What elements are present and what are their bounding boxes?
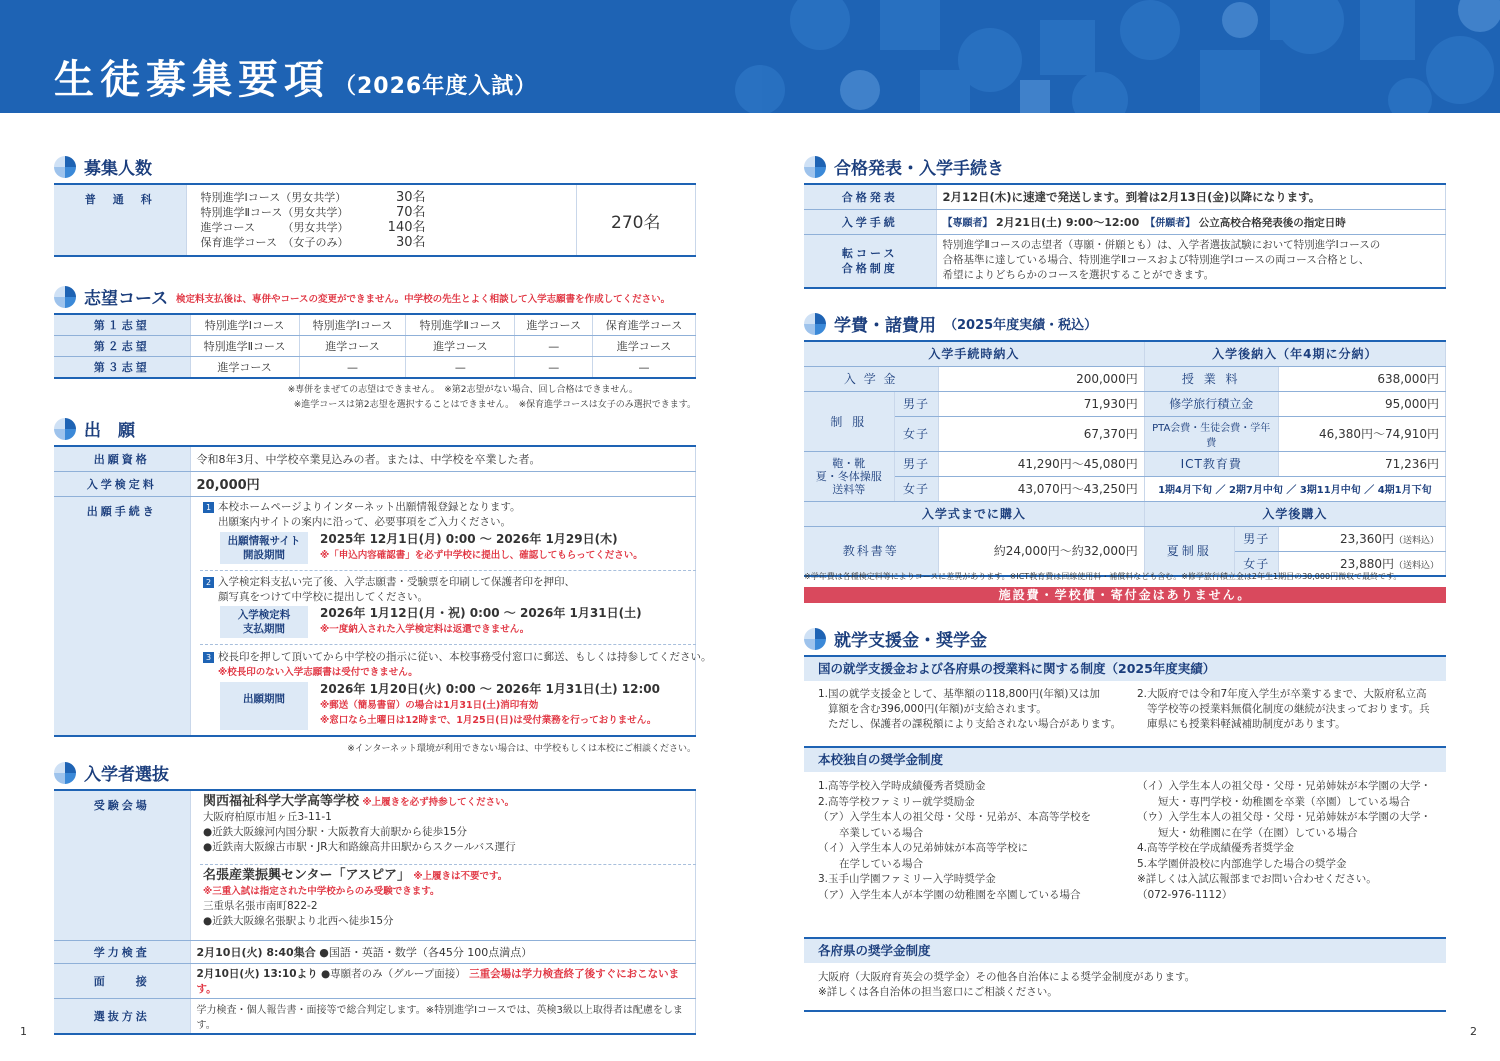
scholarship-list-left [818, 779, 1091, 903]
fee-label: 教科書等 [804, 526, 938, 576]
fee-amount: 23,880円 [1339, 556, 1394, 571]
fee-label: 授 業 料 [1144, 366, 1278, 391]
period-date: 2026年 1月20日(火) 0:00 ～ 2026年 1月31日(土) 12:00 [320, 682, 660, 696]
step-number: 1 [203, 502, 214, 513]
interview-note: 三重会場は学力検査終了後すぐにおこないます。 [196, 967, 680, 995]
label-line: 鞄・靴 [832, 456, 866, 470]
venue-note: ※上履きは不要です。 [413, 871, 508, 882]
venue-name: 名張産業振興センター「アスピア」 [203, 868, 410, 883]
cell: — [593, 357, 696, 379]
pie-icon [54, 156, 76, 178]
box-title: 本校独自の奨学金制度 [804, 746, 1446, 772]
selection-method: 学力検査・個人報告書・面接等で総合判定します。※特別進学Ⅰコースでは、英検3級以上取得者は配慮をします。 [190, 998, 696, 1034]
pie-icon [804, 628, 826, 650]
course-name: 特別進学Ⅱコース（男女共学） [200, 206, 349, 219]
step-text: 顔写真をつけて中学校に提出してください。 [218, 591, 428, 603]
list-line: （ウ）入学生本人の祖父母・父母・兄弟姉妹が本学園の大学・ [1137, 811, 1431, 823]
period-note: ※窓口なら土曜日は12時まで、1月25日(日)は受付業務を行っておりません。 [320, 715, 657, 726]
venue-access: ●近鉄大阪線名張駅より北西へ徒歩15分 [203, 915, 394, 927]
venue-access: ●近鉄大阪線河内国分駅・大阪教育大前駅から徒歩15分 [203, 826, 468, 838]
cell: — [299, 357, 406, 379]
cell: 特別進学Ⅰコース [299, 314, 406, 336]
step-3 [203, 650, 712, 680]
fee-value: 200,000円 [938, 366, 1144, 391]
cell: — [515, 336, 593, 357]
list-line: 4.高等学校在学成績優秀者奨学金 [1137, 842, 1295, 854]
page-header [0, 0, 1500, 113]
cell: 特別進学Ⅱコース [406, 314, 515, 336]
title-text: 生徒募集要項 [54, 57, 330, 103]
fee-label: 入 学 金 [804, 366, 938, 391]
gender-label: 女子 [1234, 551, 1278, 576]
divider [200, 644, 696, 645]
step-text: 入学検定料支払い完了後、入学志願書・受験票を印刷して保護者印を押印、 [218, 576, 575, 588]
scholarship-list-right [1137, 779, 1431, 903]
list-line: 在学している場合 [818, 857, 923, 870]
label-line: 合格制度 [841, 261, 898, 275]
cell: 特別進学Ⅱコース [190, 336, 299, 357]
venue-note: ※上履きを必ず持参してください。 [362, 797, 515, 808]
section-heading: 志望コース [84, 289, 169, 309]
fee-suffix: （送料込） [1393, 560, 1439, 571]
title-subtitle: （2026年度入試） [334, 74, 538, 99]
step-warning: ※校長印のない入学志願書は受付できません。 [218, 667, 418, 678]
support-item-1 [818, 687, 1121, 732]
list-line: 5.本学園併設校に内部進学した場合の奨学金 [1137, 857, 1347, 870]
gokaku-table [804, 183, 1446, 289]
cell: 進学コース [515, 314, 593, 336]
cell: 特別進学Ⅰコース [190, 314, 299, 336]
fee-value: 71,236円 [1278, 451, 1445, 476]
interview-detail: ●専願者のみ（グループ面接） [320, 967, 466, 980]
col-header: 入学後購入 [1144, 501, 1445, 526]
row-label: 入学検定料 [54, 471, 190, 496]
fee-value: 67,370円 [938, 416, 1144, 451]
page-title [54, 48, 537, 105]
course-count: 140名 [387, 220, 426, 235]
label-line: 夏・冬体操服 [815, 469, 882, 483]
text-line: 算額を含む396,000円(年額)が支給されます。 [828, 703, 1047, 715]
list-line: 短大・幼稚園に在学（在園）している場合 [1137, 826, 1358, 839]
gender-label: 女子 [894, 476, 938, 501]
period-label [220, 682, 308, 730]
page-number-right: 2 [1470, 1025, 1477, 1038]
exam-date: 2月10日(火) 8:40集合 [196, 945, 316, 959]
gender-label: 女子 [894, 416, 938, 451]
list-line: （072-976-1112） [1137, 888, 1233, 901]
course-count: 30名 [395, 190, 426, 205]
col-header: 入学手続時納入 [804, 341, 1144, 366]
tenko-line: 特別進学Ⅱコースの志望者（専願・併願とも）は、入学者選抜試験において特別進学Ⅰコースの [942, 239, 1381, 252]
shikaku-text: 令和8年3月、中学校卒業見込みの者。または、中学校を卒業した者。 [190, 446, 696, 471]
period-date: 2026年 1月12日(月・祝) 0:00 ～ 2026年 1月31日(土) [320, 606, 642, 620]
shibo-warning: 検定料支払後は、専併やコースの変更ができません。中学校の先生とよく相談して入学志願書を作成してください。 [176, 294, 671, 305]
fee-value: 46,380円～74,910円 [1278, 416, 1445, 451]
text-line: 2.大阪府では令和7年度入学生が卒業するまで、大阪府私立高 [1137, 688, 1427, 700]
row-label: 第１志望 [54, 314, 190, 336]
text-line: 1.国の就学支援金として、基準額の118,800円(年額)又は加 [818, 688, 1100, 700]
venue-access: ●近鉄南大阪線古市駅・JR大和路線高井田駅からスクールバス運行 [203, 841, 516, 853]
list-line: （イ）入学生本人の兄弟姉妹が本高等学校に [818, 842, 1028, 854]
period-date: 2025年 12月1日(月) 0:00 ～ 2026年 1月29日(木) [320, 532, 618, 546]
fee-label: ICT教育費 [1144, 451, 1278, 476]
row-label: 第２志望 [54, 336, 190, 357]
row-label: 第３志望 [54, 357, 190, 379]
section-heading: 出 願 [84, 421, 135, 441]
text-line: ※詳しくは各自治体の担当窓口にご相談ください。 [818, 986, 1058, 998]
divider [200, 864, 696, 865]
section-shibo [54, 284, 168, 309]
list-line: 卒業している場合 [818, 826, 923, 839]
shutsugan-footnote: ※インターネット環境が利用できない場合は、中学校もしくは本校にご相談ください。 [347, 744, 696, 754]
fee-value: 約24,000円～約32,000円 [938, 526, 1144, 576]
section-boshu [54, 154, 152, 179]
row-label [804, 234, 936, 288]
section-gokaku [804, 154, 1004, 179]
shibo-note: ※専併をまぜての志望はできません。 ※第2志望がない場合、回し合格はできません。 [287, 385, 638, 395]
prefecture-scholarship-text [818, 970, 1195, 1000]
shibo-table [54, 313, 696, 379]
gender-label: 男子 [894, 391, 938, 416]
pie-icon [804, 313, 826, 335]
row-label: 合格発表 [804, 184, 936, 209]
venue-note: ※三重入試は指定された中学校からのみ受験できます。 [203, 886, 440, 897]
step-text: 出願案内サイトの案内に沿って、必要事項をご入力ください。 [218, 516, 512, 528]
list-line: 3.玉手山学園ファミリー入学時奨学金 [818, 873, 996, 885]
course-name: 進学コース （男女共学） [200, 221, 349, 234]
field-label: 普 通 科 [54, 184, 186, 256]
venue-address: 大阪府柏原市旭ヶ丘3-11-1 [203, 811, 332, 823]
venue-2 [203, 868, 507, 929]
tetsuzuki-tag: 【併願者】 [1150, 217, 1196, 229]
row-label: 出願資格 [54, 446, 190, 471]
section-shogaku [804, 626, 987, 651]
interview-date: 2月10日(火) 13:10より [196, 967, 318, 980]
page-number-left: 1 [20, 1025, 27, 1038]
tetsuzuki-date: 公立高校合格発表後の指定日時 [1198, 216, 1346, 229]
fee-label: 制 服 [804, 391, 894, 451]
label-line: 出願情報サイト [227, 535, 301, 547]
section-gakuhi [804, 311, 1097, 336]
period-note: ※「申込内容確認書」を必ず中学校に提出し、確認してもらってください。 [320, 550, 643, 561]
fee-label: 修学旅行積立金 [1144, 391, 1278, 416]
fee-value: 638,000円 [1278, 366, 1445, 391]
tenko-line: 合格基準に達している場合、特別進学Ⅱコースおよび特別進学Ⅰコースの両コース合格とし、 [942, 254, 1370, 267]
divider [200, 570, 696, 571]
section-subheading: （2025年度実績・税込） [944, 318, 1098, 333]
text-line: 庫県にも授業料軽減補助制度があります。 [1147, 718, 1346, 730]
row-label: 受験会場 [54, 790, 190, 940]
step-text: 本校ホームページよりインターネット出願情報登録となります。 [218, 501, 521, 513]
fee-label [804, 451, 894, 501]
box-title: 国の就学支援金および各府県の授業料に関する制度（2025年度実績） [804, 655, 1446, 681]
section-senbatsu [54, 760, 169, 785]
step-number: 2 [203, 577, 214, 588]
shibo-note: ※進学コースは第2志望を選択することはできません。 ※保育進学コースは女子のみ選択できます。 [293, 400, 696, 410]
gakuhi-table [804, 340, 1446, 577]
cell: 進学コース [593, 336, 696, 357]
step-2 [203, 575, 575, 605]
fee-value [1278, 526, 1445, 551]
step-number: 3 [203, 652, 214, 663]
support-item-2 [1137, 687, 1430, 732]
row-label: 選抜方法 [54, 998, 190, 1034]
section-bottom-rule [804, 1010, 1446, 1012]
step-1 [203, 500, 521, 530]
kentei-fee: 20,000円 [190, 471, 696, 496]
fee-value: 95,000円 [1278, 391, 1445, 416]
cell: — [406, 357, 515, 379]
happyo-text: 2月12日(木)に速達で発送します。到着は2月13日(金)以降になります。 [936, 184, 1446, 209]
period-label [220, 606, 308, 638]
row-label: 学力検査 [54, 940, 190, 963]
period-note: ※郵送（簡易書留）の場合は1月31日(土)消印有効 [320, 700, 539, 711]
list-line: 1.高等学校入学時成績優秀者奨励金 [818, 780, 986, 792]
label-line: 入学検定料 [237, 609, 291, 621]
cell: — [515, 357, 593, 379]
no-fees-banner: 施設費・学校債・寄付金はありません。 [804, 587, 1446, 603]
label-line: 開設期間 [243, 549, 285, 561]
col-header: 入学後納入（年4期に分納） [1144, 341, 1445, 366]
course-count: 30名 [395, 235, 426, 250]
section-heading: 学費・諸費用 [834, 316, 936, 336]
list-line: （ア）入学生本人の祖父母・父母・兄弟が、本高等学校を [818, 811, 1091, 823]
cell: 保育進学コース [593, 314, 696, 336]
cell: 進学コース [190, 357, 299, 379]
section-heading: 就学支援金・奨学金 [834, 631, 987, 651]
list-line: ※詳しくは入試広報部までお問い合わせください。 [1137, 873, 1377, 885]
exam-detail: ●国語・英語・数学（各45分 100点満点） [319, 945, 533, 959]
fee-value: 43,070円～43,250円 [938, 476, 1144, 501]
list-line: 2.高等学校ファミリー就学奨励金 [818, 795, 975, 808]
label-line: 出願期間 [243, 693, 285, 705]
cell: 進学コース [299, 336, 406, 357]
venue-address: 三重県名張市南町822-2 [203, 900, 318, 912]
text-line: 大阪府（大阪府育英会の奨学金）その他各自治体による奨学金制度があります。 [818, 971, 1196, 983]
fee-amount: 23,360円 [1339, 532, 1394, 546]
course-name: 保育進学コース （女子のみ） [200, 236, 349, 249]
fee-value: 71,930円 [938, 391, 1144, 416]
payment-schedule: 1期4月下旬 ／ 2期7月中旬 ／ 3期11月中旬 ／ 4期1月下旬 [1144, 476, 1445, 501]
period-note: ※一度納入された入学検定料は返還できません。 [320, 624, 530, 635]
text-line: 等学校等の授業料無償化制度の継続が決まっております。兵 [1147, 703, 1430, 715]
fee-suffix: （送料込） [1393, 536, 1439, 546]
gender-label: 男子 [1234, 526, 1278, 551]
row-label: 面 接 [54, 963, 190, 998]
tetsuzuki-date: 2月21日(土) 9:00～12:00 [996, 215, 1140, 229]
box-title: 各府県の奨学金制度 [804, 937, 1446, 963]
pie-icon [804, 156, 826, 178]
section-heading: 入学者選抜 [84, 765, 169, 785]
text-line: ただし、保護者の課税額により支給されない場合があります。 [828, 718, 1122, 730]
tetsuzuki-tag: 【専願者】 [942, 217, 993, 229]
fee-label: PTA会費・生徒会費・学年費 [1144, 416, 1278, 451]
row-label: 出願手続き [54, 496, 190, 736]
tenko-line: 希望によりどちらかのコースを選択することができます。 [942, 269, 1215, 282]
section-heading: 合格発表・入学手続き [834, 159, 1004, 179]
list-line: （イ）入学生本人の祖父母・父母・兄弟姉妹が本学園の大学・ [1137, 780, 1431, 792]
fee-value: 41,290円～45,080円 [938, 451, 1144, 476]
label-line: 支払期間 [243, 623, 285, 635]
gakuhi-footnote: ※学年費は各種検定料等によりコースに差異があります。※ICT教育費は回線使用料・補償料なども含む。※修学旅行積立金は2年生1期目の30,000円微収で最終です。 [804, 572, 1402, 581]
section-heading: 募集人数 [84, 159, 152, 179]
pie-icon [54, 418, 76, 440]
fee-label: 夏制服 [1144, 526, 1234, 576]
section-shutsugan [54, 416, 135, 441]
list-line: （ア）入学生本人が本学園の幼稚園を卒園している場合 [818, 888, 1081, 901]
course-name: 特別進学Ⅰコース（男女共学） [200, 191, 347, 204]
tenko-text [936, 234, 1446, 288]
total-count: 270名 [576, 184, 696, 256]
pie-icon [54, 286, 76, 308]
list-line: 短大・専門学校・幼稚園を卒業（卒園）している場合 [1137, 795, 1410, 808]
label-line: 転コース [842, 246, 898, 260]
label-line: 送料等 [832, 482, 866, 496]
col-header: 入学式までに購入 [804, 501, 1144, 526]
step-text: 校長印を押して頂いてから中学校の指示に従い、本校事務受付窓口に郵送、もしくは持参してください。 [218, 651, 712, 663]
pie-icon [54, 762, 76, 784]
venue-name: 関西福祉科学大学高等学校 [203, 794, 360, 809]
row-label: 入学手続 [804, 209, 936, 234]
venue-1 [203, 794, 516, 855]
cell: 進学コース [406, 336, 515, 357]
gender-label: 男子 [894, 451, 938, 476]
boshu-table [54, 183, 696, 257]
period-label [220, 532, 308, 564]
course-list [186, 184, 576, 256]
course-count: 70名 [395, 205, 426, 220]
